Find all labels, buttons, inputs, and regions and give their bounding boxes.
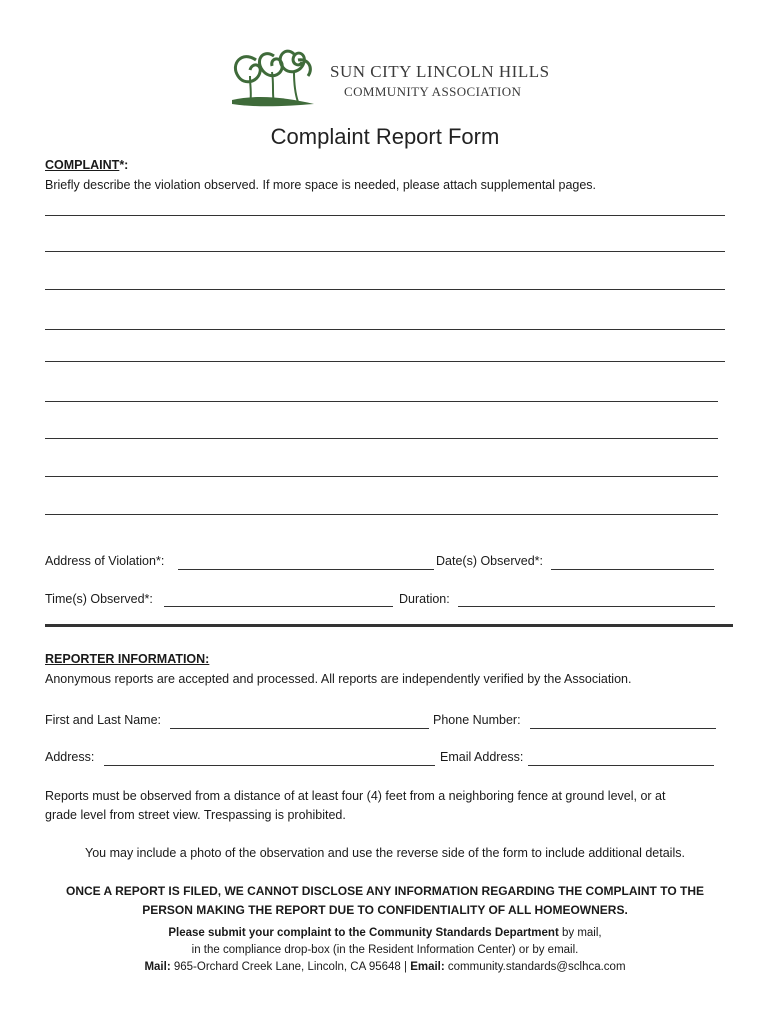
submit-instructions-line1 [0,927,770,939]
reporter-note: Anonymous reports are accepted and processed. All reports are independently verified by the Association. [45,672,632,686]
complaint-heading: COMPLAINT [45,158,120,172]
complaint-line-9[interactable] [45,514,718,515]
email-address-label: Email Address: [440,750,524,764]
address-label: Address: [45,750,95,764]
complaint-line-8[interactable] [45,476,718,477]
complaint-heading-suffix: *: [119,158,129,172]
phone-number-field[interactable] [530,728,716,729]
address-field[interactable] [104,765,435,766]
complaint-line-2[interactable] [45,251,725,252]
dates-observed-label: Date(s) Observed*: [436,554,543,568]
complaint-line-3[interactable] [45,289,725,290]
confidentiality-notice-line2: PERSON MAKING THE REPORT DUE TO CONFIDENTIALITY OF ALL HOMEOWNERS. [142,903,628,917]
address-of-violation-label: Address of Violation*: [45,554,165,568]
contact-line [0,961,770,973]
reporter-heading: REPORTER INFORMATION: [45,652,210,666]
confidentiality-notice-line1: ONCE A REPORT IS FILED, WE CANNOT DISCLOSE ANY INFORMATION REGARDING THE COMPLAINT TO THE [65,884,704,898]
complaint-line-6[interactable] [45,401,718,402]
distance-note-line1: Reports must be observed from a distance of at least four (4) feet from a neighboring fence at ground level, or at [45,789,666,803]
complaint-line-5[interactable] [45,361,725,362]
phone-number-label: Phone Number: [433,713,521,727]
org-name-line2: COMMUNITY ASSOCIATION [344,84,522,99]
dates-observed-field[interactable] [551,569,714,570]
complaint-line-1[interactable] [45,215,725,216]
times-observed-label: Time(s) Observed*: [45,592,153,606]
complaint-line-4[interactable] [45,329,725,330]
duration-label: Duration: [399,592,450,606]
email-label: Email: [410,961,445,973]
email-address-field[interactable] [528,765,714,766]
duration-field[interactable] [458,606,715,607]
first-last-name-field[interactable] [170,728,429,729]
mail-label: Mail: [144,961,171,973]
photo-note: You may include a photo of the observation and use the reverse side of the form to include additional details. [85,846,685,860]
form-title: Complaint Report Form [270,124,500,149]
association-logo [228,42,318,112]
submit-instructions-rest: by mail, [558,927,602,939]
email-address-link[interactable]: community.standards@sclhca.com [444,961,626,973]
complaint-line-7[interactable] [45,438,718,439]
submit-instructions-bold: Please submit your complaint to the Community Standards Department [168,927,559,939]
org-name-line1: SUN CITY LINCOLN HILLS [330,62,550,81]
complaint-heading-wrap [45,158,128,172]
complaint-instructions: Briefly describe the violation observed. If more space is needed, please attach supplemental pages. [45,178,597,192]
section-divider [45,624,733,627]
distance-note-line2: grade level from street view. Trespassing is prohibited. [45,808,346,822]
submit-instructions-line2: in the compliance drop-box (in the Resident Information Center) or by email. [191,944,579,956]
times-observed-field[interactable] [164,606,393,607]
mail-address: 965-Orchard Creek Lane, Lincoln, CA 95648 | [170,961,411,973]
address-of-violation-field[interactable] [178,569,434,570]
first-last-name-label: First and Last Name: [45,713,162,727]
